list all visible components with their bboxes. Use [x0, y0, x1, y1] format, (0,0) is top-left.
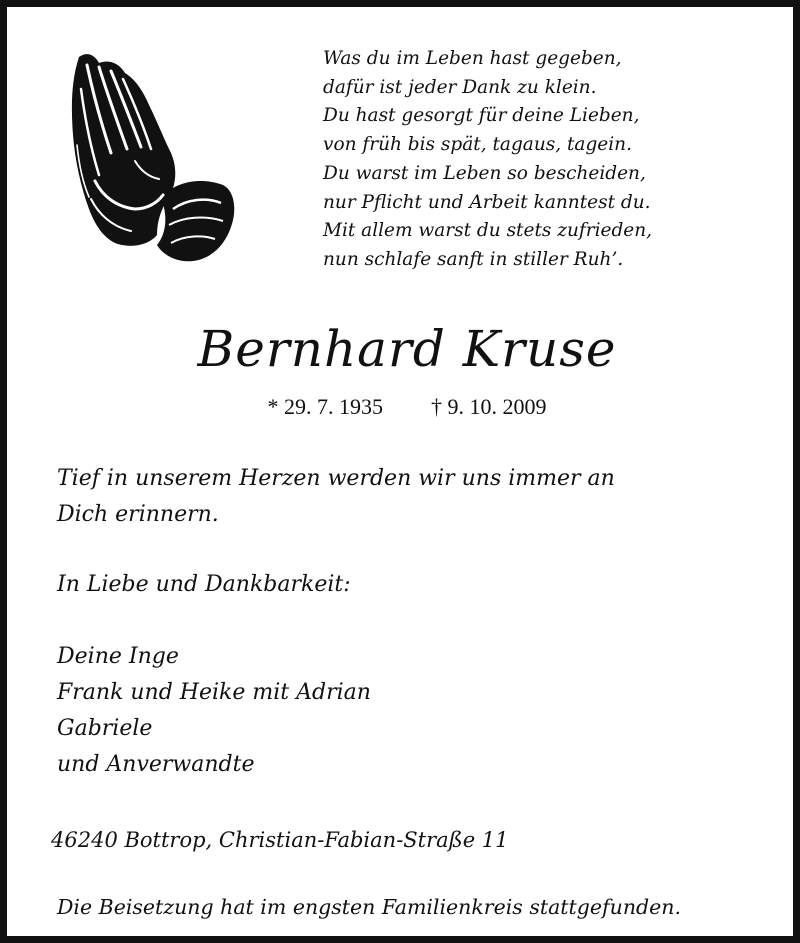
poem-line: Mit allem warst du stets zufrieden,	[323, 220, 653, 242]
poem-line: Du hast gesorgt für deine Lieben,	[323, 105, 640, 127]
family-list	[57, 639, 371, 783]
poem-line: von früh bis spät, tagaus, tagein.	[323, 134, 632, 156]
love-line: In Liebe und Dankbarkeit:	[57, 572, 351, 597]
praying-hands-icon	[65, 49, 237, 263]
burial-note: Die Beisetzung hat im engsten Familienkreis stattgefunden.	[57, 895, 682, 919]
birth-date: * 29. 7. 1935	[267, 394, 383, 419]
memory-line: Dich erinnern.	[57, 502, 219, 527]
poem-line: nur Pflicht und Arbeit kanntest du.	[323, 191, 651, 213]
family-member: und Anverwandte	[57, 752, 255, 777]
poem-line: dafür ist jeder Dank zu klein.	[323, 76, 597, 98]
life-dates	[7, 393, 800, 421]
death-date: † 9. 10. 2009	[431, 394, 547, 419]
family-member: Frank und Heike mit Adrian	[57, 680, 371, 705]
address: 46240 Bottrop, Christian-Fabian-Straße 11	[51, 828, 509, 852]
poem	[323, 45, 652, 275]
family-member: Deine Inge	[57, 644, 179, 669]
poem-line: Was du im Leben hast gegeben,	[323, 48, 622, 69]
memory-line: Tief in unserem Herzen werden wir uns immer an	[57, 466, 615, 491]
poem-line: nun schlafe sanft in stiller Ruh’.	[323, 248, 624, 270]
poem-line: Du warst im Leben so bescheiden,	[323, 162, 646, 184]
memory-text	[57, 461, 615, 533]
family-member: Gabriele	[57, 716, 153, 741]
deceased-name: Bernhard Kruse	[197, 320, 617, 378]
